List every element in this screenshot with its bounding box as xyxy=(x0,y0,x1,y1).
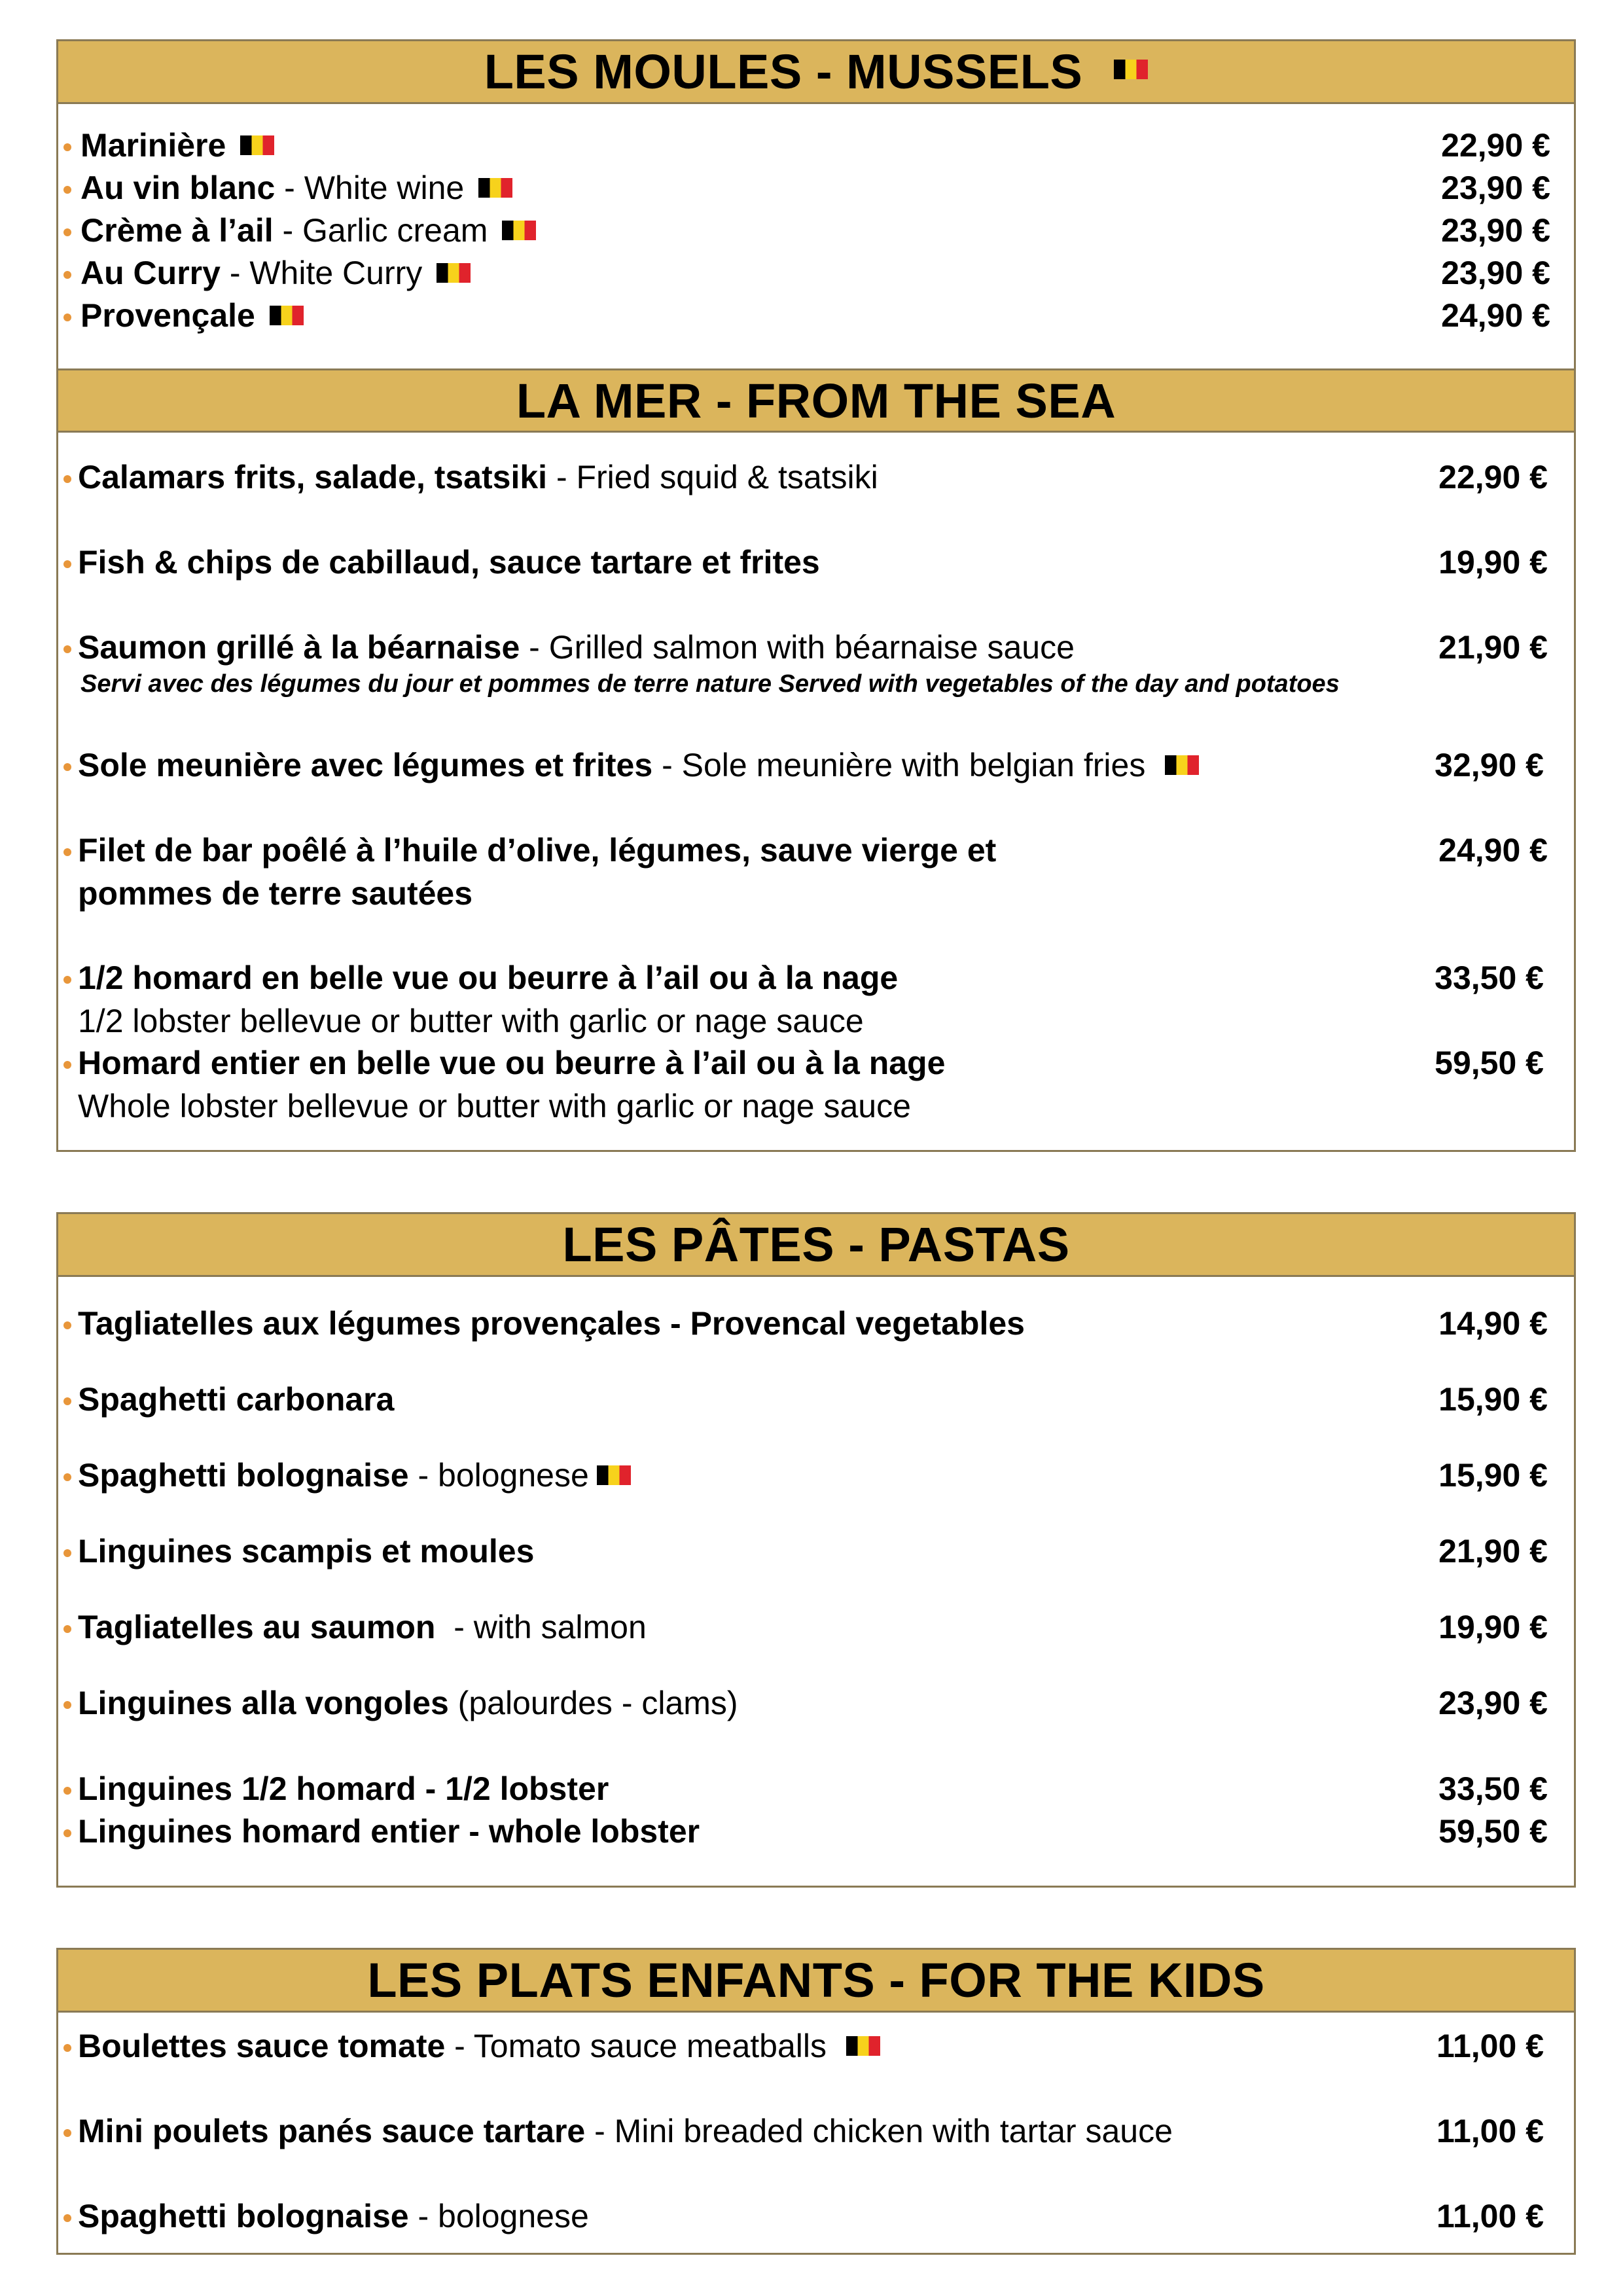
item-price: 24,90 € xyxy=(1441,297,1550,334)
item-price: 15,90 € xyxy=(1438,1381,1548,1418)
bullet-icon xyxy=(63,143,71,151)
item-name-en: - with salmon xyxy=(435,1609,647,1645)
item-name-fr: Linguines scampis et moules xyxy=(78,1533,535,1570)
item-name-fr: Linguines homard entier - whole lobster xyxy=(78,1813,700,1850)
belgian-flag-icon xyxy=(437,263,471,283)
belgian-flag-icon xyxy=(240,135,274,155)
bullet-icon xyxy=(63,1397,71,1405)
item-price: 23,90 € xyxy=(1441,212,1550,249)
belgian-flag-icon xyxy=(597,1465,631,1485)
item-price: 22,90 € xyxy=(1441,127,1550,164)
section-title: LES PLATS ENFANTS - FOR THE KIDS xyxy=(367,1953,1265,2007)
item-price: 11,00 € xyxy=(1436,2198,1544,2234)
bullet-icon xyxy=(63,645,71,653)
section-title: LES PÂTES - PASTAS xyxy=(562,1217,1070,1272)
item-price: 19,90 € xyxy=(1438,1609,1548,1645)
section-header-kids xyxy=(58,1950,1574,2013)
item-price: 15,90 € xyxy=(1438,1457,1548,1494)
item-name-fr: Saumon grillé à la béarnaise xyxy=(78,629,520,666)
menu-box-mussels-sea xyxy=(56,39,1576,1152)
item-name-en: - bolognese xyxy=(408,2198,589,2234)
item-price: 23,90 € xyxy=(1438,1685,1548,1721)
section-header-mussels xyxy=(58,41,1574,104)
item-name-fr: Au vin blanc xyxy=(80,170,276,206)
bullet-icon xyxy=(63,228,71,236)
item-price: 21,90 € xyxy=(1438,1533,1548,1570)
item-name-fr: Au Curry xyxy=(80,255,221,291)
item-price: 23,90 € xyxy=(1441,255,1550,291)
bullet-icon xyxy=(63,186,71,194)
item-price: 33,50 € xyxy=(1438,1770,1548,1807)
section-title: LES MOULES - MUSSELS xyxy=(484,45,1083,99)
item-name-en: - Tomato sauce meatballs xyxy=(445,2028,827,2064)
item-name-en: - White wine xyxy=(275,170,465,206)
item-name-en: 1/2 lobster bellevue or butter with garlic or nage sauce xyxy=(78,1003,864,1039)
belgian-flag-icon xyxy=(846,2036,880,2056)
item-name-fr: Fish & chips de cabillaud, sauce tartare et frites xyxy=(78,544,820,581)
item-name-fr: Mini poulets panés sauce tartare xyxy=(78,2113,586,2149)
section-header-sea xyxy=(58,368,1574,433)
bullet-icon xyxy=(63,475,71,483)
item-name-fr: 1/2 homard en belle vue ou beurre à l’ail ou à la nage xyxy=(78,960,899,996)
item-price: 24,90 € xyxy=(1438,832,1548,869)
item-name-en: - Mini breaded chicken with tartar sauce xyxy=(585,2113,1173,2149)
item-name-en: (palourdes - clams) xyxy=(448,1685,738,1721)
item-price: 32,90 € xyxy=(1435,747,1544,783)
bullet-icon xyxy=(63,1473,71,1481)
menu-box-pastas xyxy=(56,1212,1576,1888)
bullet-icon xyxy=(63,1829,71,1837)
item-name-en: - bolognese xyxy=(408,1457,589,1494)
bullet-icon xyxy=(63,271,71,279)
bullet-icon xyxy=(63,976,71,984)
item-name-fr: Calamars frits, salade, tsatsiki xyxy=(78,459,548,495)
item-name-en: - Fried squid & tsatsiki xyxy=(547,459,878,495)
item-name-fr: Marinière xyxy=(80,127,226,164)
item-price: 59,50 € xyxy=(1438,1813,1548,1850)
belgian-flag-icon xyxy=(502,221,536,240)
bullet-icon xyxy=(63,560,71,568)
item-name-fr: Boulettes sauce tomate xyxy=(78,2028,446,2064)
item-name-fr: Sole meunière avec légumes et frites xyxy=(78,747,653,783)
section-title: LA MER - FROM THE SEA xyxy=(516,373,1116,428)
bullet-icon xyxy=(63,1787,71,1795)
belgian-flag-icon xyxy=(1165,755,1199,775)
item-name-en: - Grilled salmon with béarnaise sauce xyxy=(520,629,1075,666)
bullet-icon xyxy=(63,763,71,771)
bullet-icon xyxy=(63,848,71,856)
item-price: 11,00 € xyxy=(1436,2028,1544,2064)
item-name-fr: Linguines 1/2 homard - 1/2 lobster xyxy=(78,1770,609,1807)
item-name-en: - Garlic cream xyxy=(273,212,488,249)
bullet-icon xyxy=(63,1061,71,1069)
bullet-icon xyxy=(63,2129,71,2137)
item-name-fr: Provençale xyxy=(80,297,255,334)
bullet-icon xyxy=(63,314,71,321)
item-price: 19,90 € xyxy=(1438,544,1548,581)
item-name-fr: Tagliatelles au saumon xyxy=(78,1609,436,1645)
item-price: 59,50 € xyxy=(1435,1045,1544,1081)
item-name-fr-line2: pommes de terre sautées xyxy=(78,875,473,912)
item-name-fr: Homard entier en belle vue ou beurre à l’ail ou à la nage xyxy=(78,1045,946,1081)
bullet-icon xyxy=(63,2214,71,2222)
section-header-pastas xyxy=(58,1214,1574,1277)
bullet-icon xyxy=(63,1321,71,1329)
belgian-flag-icon xyxy=(270,306,304,325)
bullet-icon xyxy=(63,2044,71,2052)
bullet-icon xyxy=(63,1625,71,1633)
item-name-fr: Spaghetti bolognaise xyxy=(78,1457,409,1494)
item-name-fr: Crème à l’ail xyxy=(80,212,274,249)
belgian-flag-icon xyxy=(1114,60,1148,79)
item-price: 33,50 € xyxy=(1435,960,1544,996)
item-note: Servi avec des légumes du jour et pommes de terre nature Served with vegetables of the day and potatoes xyxy=(80,670,1340,698)
item-price: 14,90 € xyxy=(1438,1305,1548,1342)
item-name-fr: Spaghetti carbonara xyxy=(78,1381,395,1418)
item-name-fr: Tagliatelles aux légumes provençales - Provencal vegetables xyxy=(78,1305,1025,1342)
item-name-en: - Sole meunière with belgian fries xyxy=(652,747,1146,783)
item-name-en: - White Curry xyxy=(220,255,423,291)
item-name-en: Whole lobster bellevue or butter with garlic or nage sauce xyxy=(78,1088,911,1124)
bullet-icon xyxy=(63,1701,71,1709)
item-name-fr: Filet de bar poêlé à l’huile d’olive, légumes, sauve vierge et xyxy=(78,832,997,869)
menu-box-kids xyxy=(56,1948,1576,2255)
item-name-fr: Linguines alla vongoles xyxy=(78,1685,449,1721)
item-name-fr: Spaghetti bolognaise xyxy=(78,2198,409,2234)
bullet-icon xyxy=(63,1549,71,1557)
item-price: 22,90 € xyxy=(1438,459,1548,495)
item-price: 11,00 € xyxy=(1436,2113,1544,2149)
item-price: 21,90 € xyxy=(1438,629,1548,666)
item-price: 23,90 € xyxy=(1441,170,1550,206)
belgian-flag-icon xyxy=(478,178,512,198)
